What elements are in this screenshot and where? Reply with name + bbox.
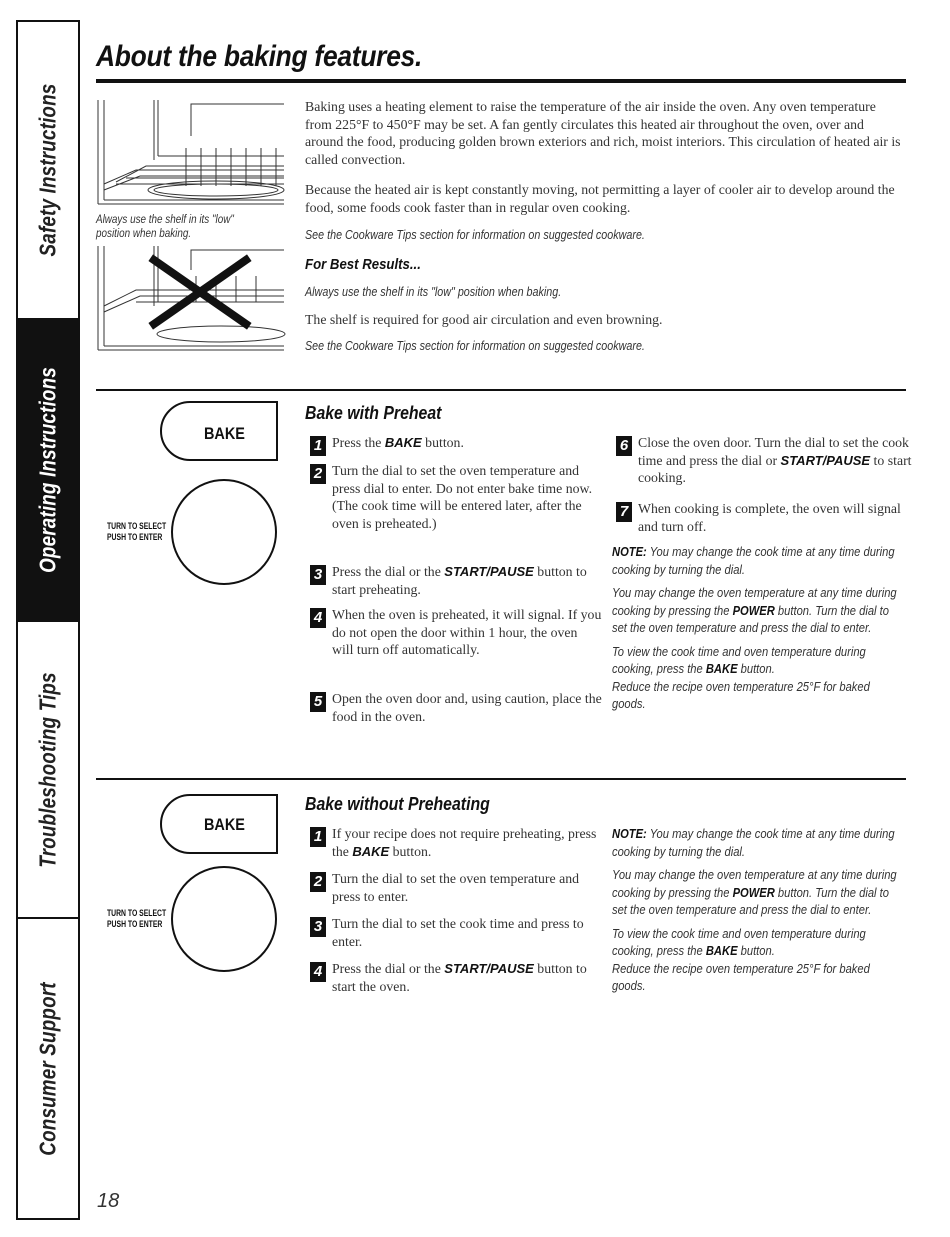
step-number: 3: [310, 917, 326, 937]
step-text-part: to start cooking.: [638, 452, 912, 485]
bake-button[interactable]: [160, 401, 278, 461]
oven-no-shelf-illustration: [96, 246, 286, 356]
tab-consumer-support[interactable]: [18, 919, 78, 1218]
step-text-part: When cooking is complete, the oven will signal and turn off.: [638, 501, 901, 534]
dial-label-line: TURN TO SELECT: [107, 908, 167, 919]
step-text: [332, 960, 602, 995]
note-text: To view the cook time and oven temperature during cooking, press the: [612, 925, 866, 958]
step-number: 4: [310, 962, 326, 982]
step-text: [332, 462, 602, 532]
note-text: button.: [737, 943, 775, 958]
note-label: NOTE:: [612, 826, 647, 841]
page-title: About the baking features.: [96, 40, 423, 73]
tab-label: Troubleshooting Tips: [34, 671, 61, 868]
intro-paragraph-2: Because the heated air is kept constantly moving, not permitting a layer of cooler air to develop around the food, some foods cook faster than in regular oven cooking.: [305, 182, 895, 215]
cookware-tips-note: See the Cookware Tips section for information on suggested cookware.: [305, 339, 645, 353]
step-text-part: Press the: [332, 435, 385, 450]
step-number: 2: [310, 464, 326, 484]
best-results-heading: For Best Results...: [305, 256, 421, 273]
step-number: 7: [616, 502, 632, 522]
dial-label: [107, 908, 166, 930]
note-text: You may change the cook time at any time during cooking by turning the dial.: [612, 544, 895, 577]
note-4: Reduce the recipe oven temperature 25°F for baked goods.: [612, 678, 870, 711]
dial-label: [107, 521, 166, 543]
step-text-bold: BAKE: [384, 435, 422, 450]
note-3: [612, 643, 900, 678]
step-text-part: Turn the dial to set the oven temperature and press dial to enter. Do not enter bake time now. (The cook time will be entered later, after the oven is preheated.): [332, 463, 593, 531]
bake-without-preheating-heading: Bake without Preheating: [305, 794, 490, 814]
caption-line: position when baking.: [96, 228, 192, 240]
section-tabs: [16, 20, 80, 1220]
step-text: [332, 606, 602, 659]
step-text-part: If your recipe does not require preheating, press the: [332, 826, 597, 859]
section-divider: [96, 389, 906, 391]
caption-line: Always use the shelf in its "low": [96, 214, 234, 226]
note-1: [612, 825, 900, 860]
step-text: [638, 434, 916, 487]
note-text: To view the cook time and oven temperature during cooking, press the: [612, 643, 866, 676]
bake-button-label: BAKE: [204, 815, 245, 834]
figure-caption: [96, 213, 234, 241]
control-dial[interactable]: [171, 866, 277, 972]
tab-label: Safety Instructions: [34, 83, 61, 257]
tab-safety-instructions[interactable]: [18, 22, 78, 320]
step-text-bold: START/PAUSE: [780, 452, 871, 468]
intro-paragraph-1: Baking uses a heating element to raise the temperature of the air inside the oven. Any oven temperature from 225°F to 450°F may be set. A fan gently circulates this heated air throughout the oven, over and around the food, producing golden brown exteriors and rich, moist interiors. This circulation of heated air is called convection.: [305, 99, 901, 167]
preheat-notes: [612, 543, 900, 713]
step-text-part: When the oven is preheated, it will signal. If you do not open the door within 1 hour, the oven will turn off automatically.: [332, 607, 602, 657]
note-3: [612, 925, 900, 960]
oven-shelf-illustration: [96, 100, 286, 210]
step-text-part: Press the dial or the: [332, 564, 445, 579]
step-number: 6: [616, 436, 632, 456]
page-number: 18: [97, 1190, 120, 1212]
step-text-part: button.: [421, 435, 464, 450]
step-text-bold: START/PAUSE: [444, 564, 534, 579]
cookware-tips-note: See the Cookware Tips section for information on suggested cookware.: [305, 228, 645, 242]
note-2: [612, 584, 900, 637]
step-text-bold: START/PAUSE: [444, 961, 534, 976]
note-label: NOTE:: [612, 544, 647, 559]
step-text-bold: BAKE: [352, 843, 390, 859]
step-text: [332, 563, 602, 598]
note-text: button. Turn the dial to set the oven temperature and press the dial to enter.: [612, 602, 889, 635]
step-text: [332, 870, 602, 905]
step-text-part: Press the dial or the: [332, 961, 445, 976]
note-bold: BAKE: [705, 661, 738, 676]
step-text-part: Close the oven door. Turn the dial to set the cook time and press the dial or: [638, 435, 909, 468]
step-number: 2: [310, 872, 326, 892]
note-2: [612, 866, 900, 919]
step-number: 3: [310, 565, 326, 585]
step-number: 1: [310, 827, 326, 847]
step-text-part: button.: [389, 843, 432, 859]
bake-button-label: BAKE: [204, 424, 245, 443]
step-text-part: Turn the dial to set the oven temperature and press to enter.: [332, 871, 580, 904]
tab-operating-instructions[interactable]: [18, 320, 78, 622]
tab-label: Operating Instructions: [34, 367, 61, 573]
step-text: [332, 690, 602, 725]
note-text: button.: [737, 661, 775, 676]
step-text-part: button to start preheating.: [332, 564, 587, 597]
dial-label-line: PUSH TO ENTER: [107, 532, 163, 543]
step-text: [332, 915, 602, 950]
bake-with-preheat-heading: Bake with Preheat: [305, 403, 442, 423]
step-text: [332, 434, 602, 452]
title-rule: [96, 79, 906, 83]
note-text: You may change the oven temperature at any time during cooking by pressing the: [612, 867, 897, 900]
best-results-note: Always use the shelf in its "low" position when baking.: [305, 285, 562, 299]
note-4: Reduce the recipe oven temperature 25°F for baked goods.: [612, 960, 870, 993]
dial-label-line: TURN TO SELECT: [107, 521, 167, 532]
note-bold: BAKE: [705, 943, 738, 958]
note-text: You may change the cook time at any time during cooking by turning the dial.: [612, 826, 895, 859]
section-divider: [96, 778, 906, 780]
tab-troubleshooting-tips[interactable]: [18, 622, 78, 919]
note-bold: POWER: [732, 602, 775, 618]
step-text-part: Open the oven door and, using caution, place the food in the oven.: [332, 691, 602, 724]
note-1: [612, 543, 900, 578]
step-number: 1: [310, 436, 326, 456]
note-text: button. Turn the dial to set the oven temperature and press the dial to enter.: [612, 884, 889, 917]
note-text: You may change the oven temperature at any time during cooking by pressing the: [612, 585, 897, 618]
tab-label: Consumer Support: [34, 981, 61, 1156]
control-dial[interactable]: [171, 479, 277, 585]
step-text-part: button to start the oven.: [332, 961, 587, 994]
no-preheat-notes: [612, 825, 900, 995]
dial-label-line: PUSH TO ENTER: [107, 919, 163, 930]
step-text: [638, 500, 916, 535]
step-text-part: Turn the dial to set the cook time and press to enter.: [332, 916, 584, 949]
step-number: 4: [310, 608, 326, 628]
step-number: 5: [310, 692, 326, 712]
intro-paragraph-3: The shelf is required for good air circulation and even browning.: [305, 312, 663, 327]
note-bold: POWER: [732, 884, 775, 900]
step-text: [332, 825, 602, 860]
bake-button[interactable]: [160, 794, 278, 854]
